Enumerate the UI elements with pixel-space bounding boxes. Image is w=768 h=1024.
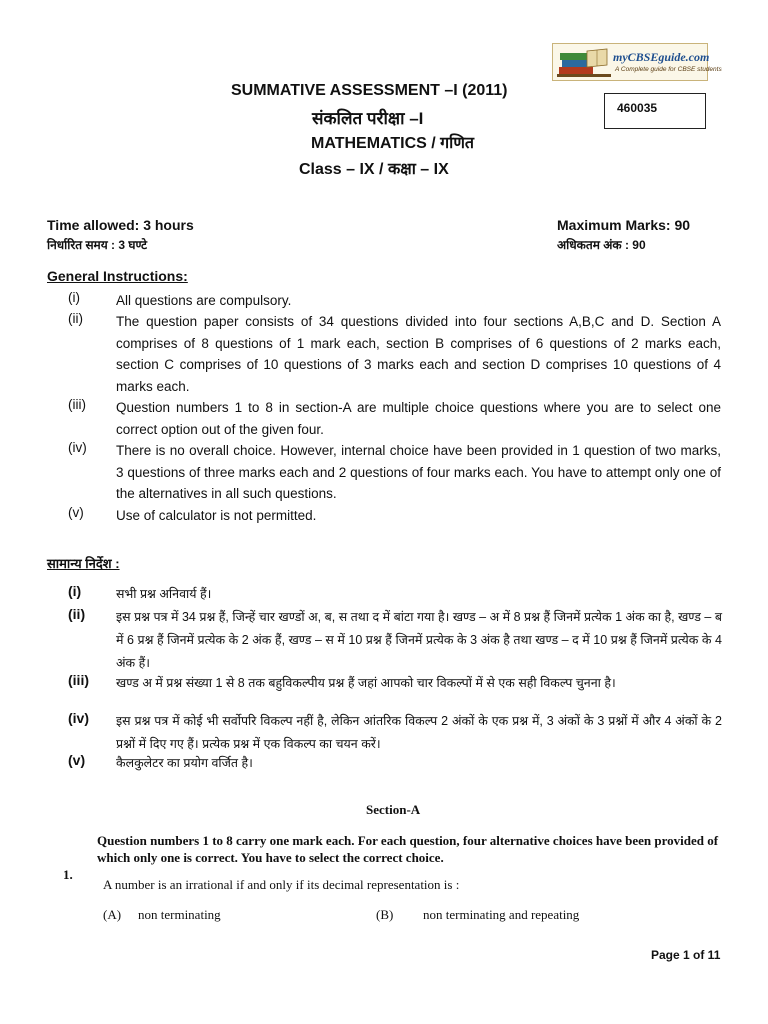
instruction-number: (ii) (68, 606, 86, 622)
hindi-instructions-title: सामान्य निर्देश : (47, 556, 120, 571)
exam-title-hindi: संकलित परीक्षा –I (312, 109, 424, 128)
paper-code-box (604, 93, 706, 129)
instruction-text: The question paper consists of 34 questions divided into four sections A,B,C and D. Section A comprises of 8 questions of 1 mark each, section B comprises of 6 questions of 2 marks each, section C comprises of 10 questions of 3 marks each and section D comprises 10 questions of 4 marks each. (116, 314, 721, 394)
logo-tagline: A Complete guide for CBSE students (615, 66, 722, 73)
instruction-text: Question numbers 1 to 8 in section-A are multiple choice questions where you are to select one correct option out of the given four. (116, 400, 721, 437)
option-a-label: (A) (103, 907, 122, 922)
instruction-text: कैलकुलेटर का प्रयोग वर्जित है। (116, 756, 253, 770)
instruction-number: (iv) (68, 710, 89, 726)
option-a-text: non terminating (138, 907, 221, 922)
time-allowed-hindi: निर्धारित समय : 3 घण्टे (47, 238, 148, 252)
instruction-number: (iii) (68, 672, 89, 688)
instruction-number: (i) (68, 583, 82, 599)
instruction-text: There is no overall choice. However, internal choice have been provided in 1 question of two marks, 3 questions of three marks each and 2 questions of four marks each. You have to attempt only one of the alternatives in all such questions. (116, 443, 721, 501)
class-title: Class – IX / कक्षा – IX (299, 161, 449, 178)
exam-title: SUMMATIVE ASSESSMENT –I (2011) (231, 82, 508, 99)
option-b-label: (B) (376, 907, 394, 922)
instruction-number: (v) (68, 752, 86, 768)
instruction-text: सभी प्रश्न अनिवार्य हैं। (116, 587, 212, 601)
paper-code: 460035 (617, 101, 658, 115)
instruction-number: (iii) (68, 397, 86, 412)
section-a-note: Question numbers 1 to 8 carry one mark each. For each question, four alternative choices have been provided of which only one is correct. You have to select the correct choice. (97, 833, 719, 865)
question-number: 1. (63, 867, 73, 882)
instruction-text: इस प्रश्न पत्र में 34 प्रश्न हैं, जिन्हें चार खण्डों अ, ब, स तथा द में बांटा गया है। खण्ड – अ में 8 प्रश्न हैं जिनमें प्रत्येक 1 अंक का है, खण्ड – ब में 6 प्रश्न हैं जिनमें प्रत्येक के 2 अंक हैं, खण्ड – स में 10 प्रश्न हैं जिनमें प्रत्येक के 3 अंक है तथा खण्ड – द में 10 प्रश्न हैं जिनमें प्रत्येक के 4 अंक हैं। (116, 610, 722, 670)
general-instructions-title: General Instructions: (47, 268, 188, 284)
maximum-marks-hindi: अधिकतम अंक : 90 (557, 238, 646, 252)
subject-title: MATHEMATICS / गणित (311, 135, 475, 152)
instruction-text: इस प्रश्न पत्र में कोई भी सर्वोपरि विकल्प नहीं है, लेकिन आंतरिक विकल्प 2 अंकों के एक प्रश्न में, 3 अंकों के 3 प्रश्नों में और 4 अंकों के 2 प्रश्नों में दिए गए हैं। प्रत्येक प्रश्न में एक विकल्प का चयन करें। (116, 714, 722, 751)
site-logo (552, 43, 722, 81)
instruction-number: (iv) (68, 440, 87, 455)
books-icon (557, 47, 611, 79)
instruction-text: All questions are compulsory. (116, 293, 292, 308)
question-text: A number is an irrational if and only if its decimal representation is : (103, 877, 460, 892)
page-number: Page 1 of 11 (651, 948, 721, 962)
option-b-text: non terminating and repeating (423, 907, 580, 922)
time-allowed: Time allowed: 3 hours (47, 217, 194, 233)
instruction-number: (ii) (68, 311, 83, 326)
instruction-text: खण्ड अ में प्रश्न संख्या 1 से 8 तक बहुविकल्पीय प्रश्न हैं जहां आपको चार विकल्पों में से एक सही विकल्प चुनना है। (116, 676, 616, 690)
maximum-marks: Maximum Marks: 90 (557, 217, 691, 233)
logo-brand: myCBSEguide.com (613, 50, 710, 64)
instruction-text: Use of calculator is not permitted. (116, 508, 317, 523)
instruction-number: (i) (68, 290, 80, 305)
instruction-number: (v) (68, 505, 84, 520)
section-a-title: Section-A (366, 802, 421, 817)
